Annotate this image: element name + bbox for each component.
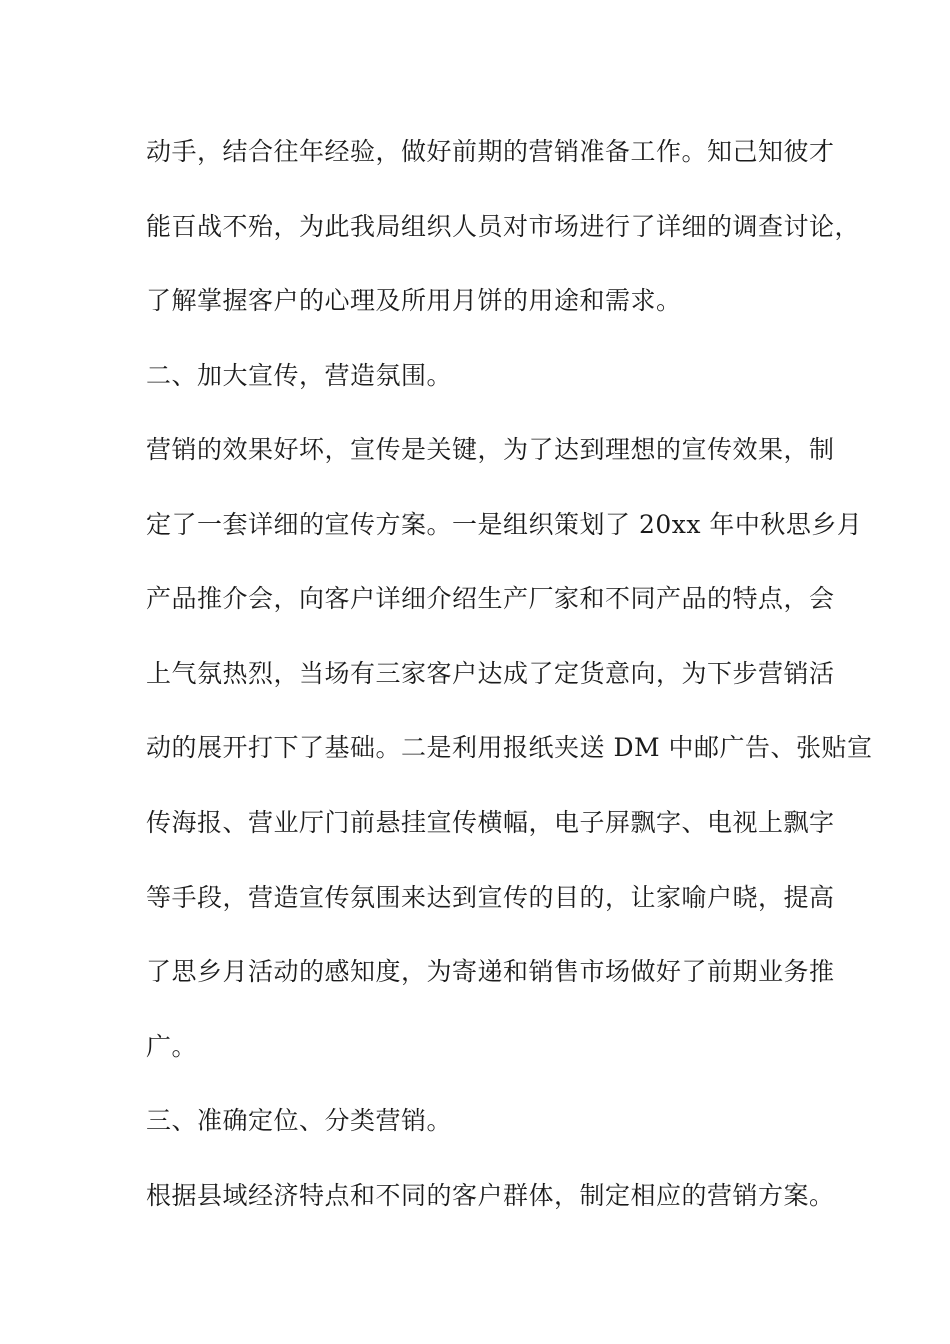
paragraph-line: 产品推介会，向客户详细介绍生产厂家和不同产品的特点，会: [146, 584, 835, 613]
paragraph-line: 定了一套详细的宣传方案。一是组织策划了 20xx 年中秋思乡月: [146, 510, 863, 539]
paragraph-line: 能百战不殆，为此我局组织人员对市场进行了详细的调查讨论，: [146, 212, 861, 241]
paragraph-line: 传海报、营业厅门前悬挂宣传横幅，电子屏飘字、电视上飘字: [146, 808, 835, 837]
section-heading: 二、加大宣传，营造氛围。: [146, 361, 453, 390]
paragraph-line: 根据县域经济特点和不同的客户群体，制定相应的营销方案。: [146, 1181, 835, 1210]
paragraph-line: 了思乡月活动的感知度，为寄递和销售市场做好了前期业务推: [146, 957, 835, 986]
paragraph-line: 营销的效果好坏，宣传是关键，为了达到理想的宣传效果，制: [146, 435, 835, 464]
paragraph-line: 动手，结合往年经验，做好前期的营销准备工作。知己知彼才: [146, 137, 835, 166]
section-heading: 三、准确定位、分类营销。: [146, 1106, 453, 1135]
paragraph-line: 上气氛热烈，当场有三家客户达成了定货意向，为下步营销活: [146, 659, 835, 688]
paragraph-line: 等手段，营造宣传氛围来达到宣传的目的，让家喻户晓，提高: [146, 883, 835, 912]
paragraph-line: 动的展开打下了基础。二是利用报纸夹送 DM 中邮广告、张贴宣: [146, 733, 873, 762]
paragraph-line: 广。: [146, 1032, 198, 1061]
paragraph-line: 了解掌握客户的心理及所用月饼的用途和需求。: [146, 286, 682, 315]
